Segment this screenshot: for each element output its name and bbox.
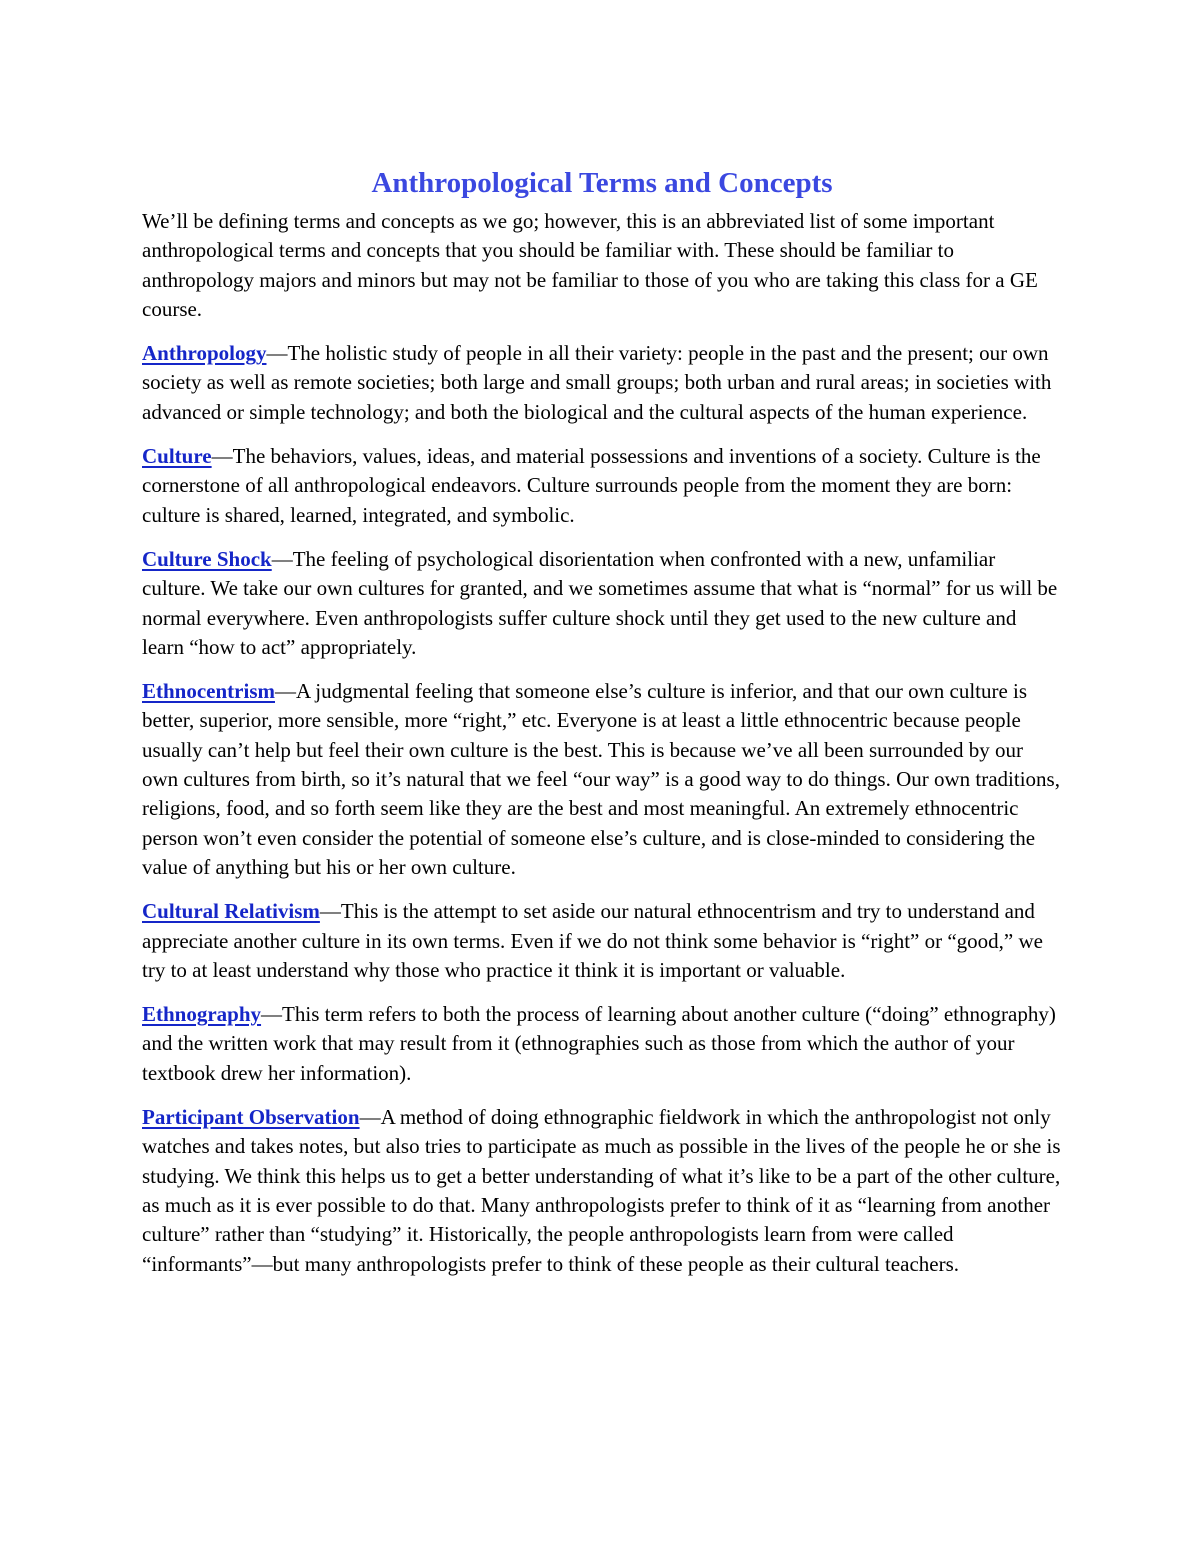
term-definition: —This term refers to both the process of learning about another culture (“doing” ethnography) and the written work that may result from it (ethnographies such as those from which the author of your textbook drew her information). bbox=[142, 1002, 1056, 1085]
intro-paragraph: We’ll be defining terms and concepts as we go; however, this is an abbreviated list of some important anthropological terms and concepts that you should be familiar with. These should be familiar to anthropology majors and minors but may not be familiar to those of you who are taking this class for a GE course. bbox=[142, 209, 1038, 321]
term-definition: —This is the attempt to set aside our natural ethnocentrism and try to understand and appreciate another culture in its own terms. Even if we do not think some behavior is “right” or “good,” we try to at least understand why those who practice it think it is important or valuable. bbox=[142, 899, 1043, 982]
term-entry-ethnocentrism bbox=[142, 677, 1062, 882]
term-entry-culture bbox=[142, 442, 1062, 530]
term-definition: —The behaviors, values, ideas, and material possessions and inventions of a society. Culture is the cornerstone of all anthropological endeavors. Culture surrounds people from the moment they are born: culture is shared, learned, integrated, and symbolic. bbox=[142, 444, 1041, 527]
term-link-anthropology[interactable]: Anthropology bbox=[142, 341, 267, 366]
term-entry-ethnography bbox=[142, 1000, 1062, 1088]
document-page bbox=[142, 165, 1062, 1294]
term-definition: —The feeling of psychological disorientation when confronted with a new, unfamiliar culture. We take our own cultures for granted, and we sometimes assume that what is “normal” for us will be normal everywhere. Even anthropologists suffer culture shock until they get used to the new culture and learn “how to act” appropriately. bbox=[142, 546, 1058, 659]
term-entry-participant-observation bbox=[142, 1103, 1062, 1279]
term-link-culture[interactable]: Culture bbox=[142, 444, 212, 469]
term-link-ethnography[interactable]: Ethnography bbox=[142, 1002, 262, 1027]
term-definition: —A judgmental feeling that someone else’s culture is inferior, and that our own culture is better, superior, more sensible, more “right,” etc. Everyone is at least a little ethnocentric because people usually can’t help but feel their own culture is the best. This is because we’ve all been surrounded by our own cultures from birth, so it’s natural that we feel “our way” is a good way to do things. Our own traditions, religions, food, and so forth seem like they are the best and most meaningful. An extremely ethnocentric person won’t even consider the potential of someone else’s culture, and is close-minded to considering the value of anything but his or her own culture. bbox=[142, 679, 1060, 879]
term-entry-cultural-relativism bbox=[142, 897, 1062, 985]
document-title: Anthropological Terms and Concepts bbox=[371, 167, 833, 199]
term-link-ethnocentrism[interactable]: Ethnocentrism bbox=[142, 679, 275, 704]
term-definition: —The holistic study of people in all their variety: people in the past and the present; our own society as well as remote societies; both large and small groups; both urban and rural areas; in societies with advanced or simple technology; and both the biological and the cultural aspects of the human experience. bbox=[142, 341, 1052, 424]
term-entry-culture-shock bbox=[142, 545, 1062, 662]
term-definition: —A method of doing ethnographic fieldwork in which the anthropologist not only watches and takes notes, but also tries to participate as much as possible in the lives of the people he or she is studying. We think this helps us to get a better understanding of what it’s like to be a part of the other culture, as much as it is ever possible to do that. Many anthropologists prefer to think of it as “learning from another culture” rather than “studying” it. Historically, the people anthropologists learn from were called “informants”—but many anthropologists prefer to think of these people as their cultural teachers. bbox=[142, 1105, 1061, 1276]
term-link-participant-observation[interactable]: Participant Observation bbox=[142, 1105, 360, 1130]
term-link-culture-shock[interactable]: Culture Shock bbox=[142, 546, 272, 571]
term-link-cultural-relativism[interactable]: Cultural Relativism bbox=[142, 899, 320, 924]
term-entry-anthropology bbox=[142, 339, 1062, 427]
